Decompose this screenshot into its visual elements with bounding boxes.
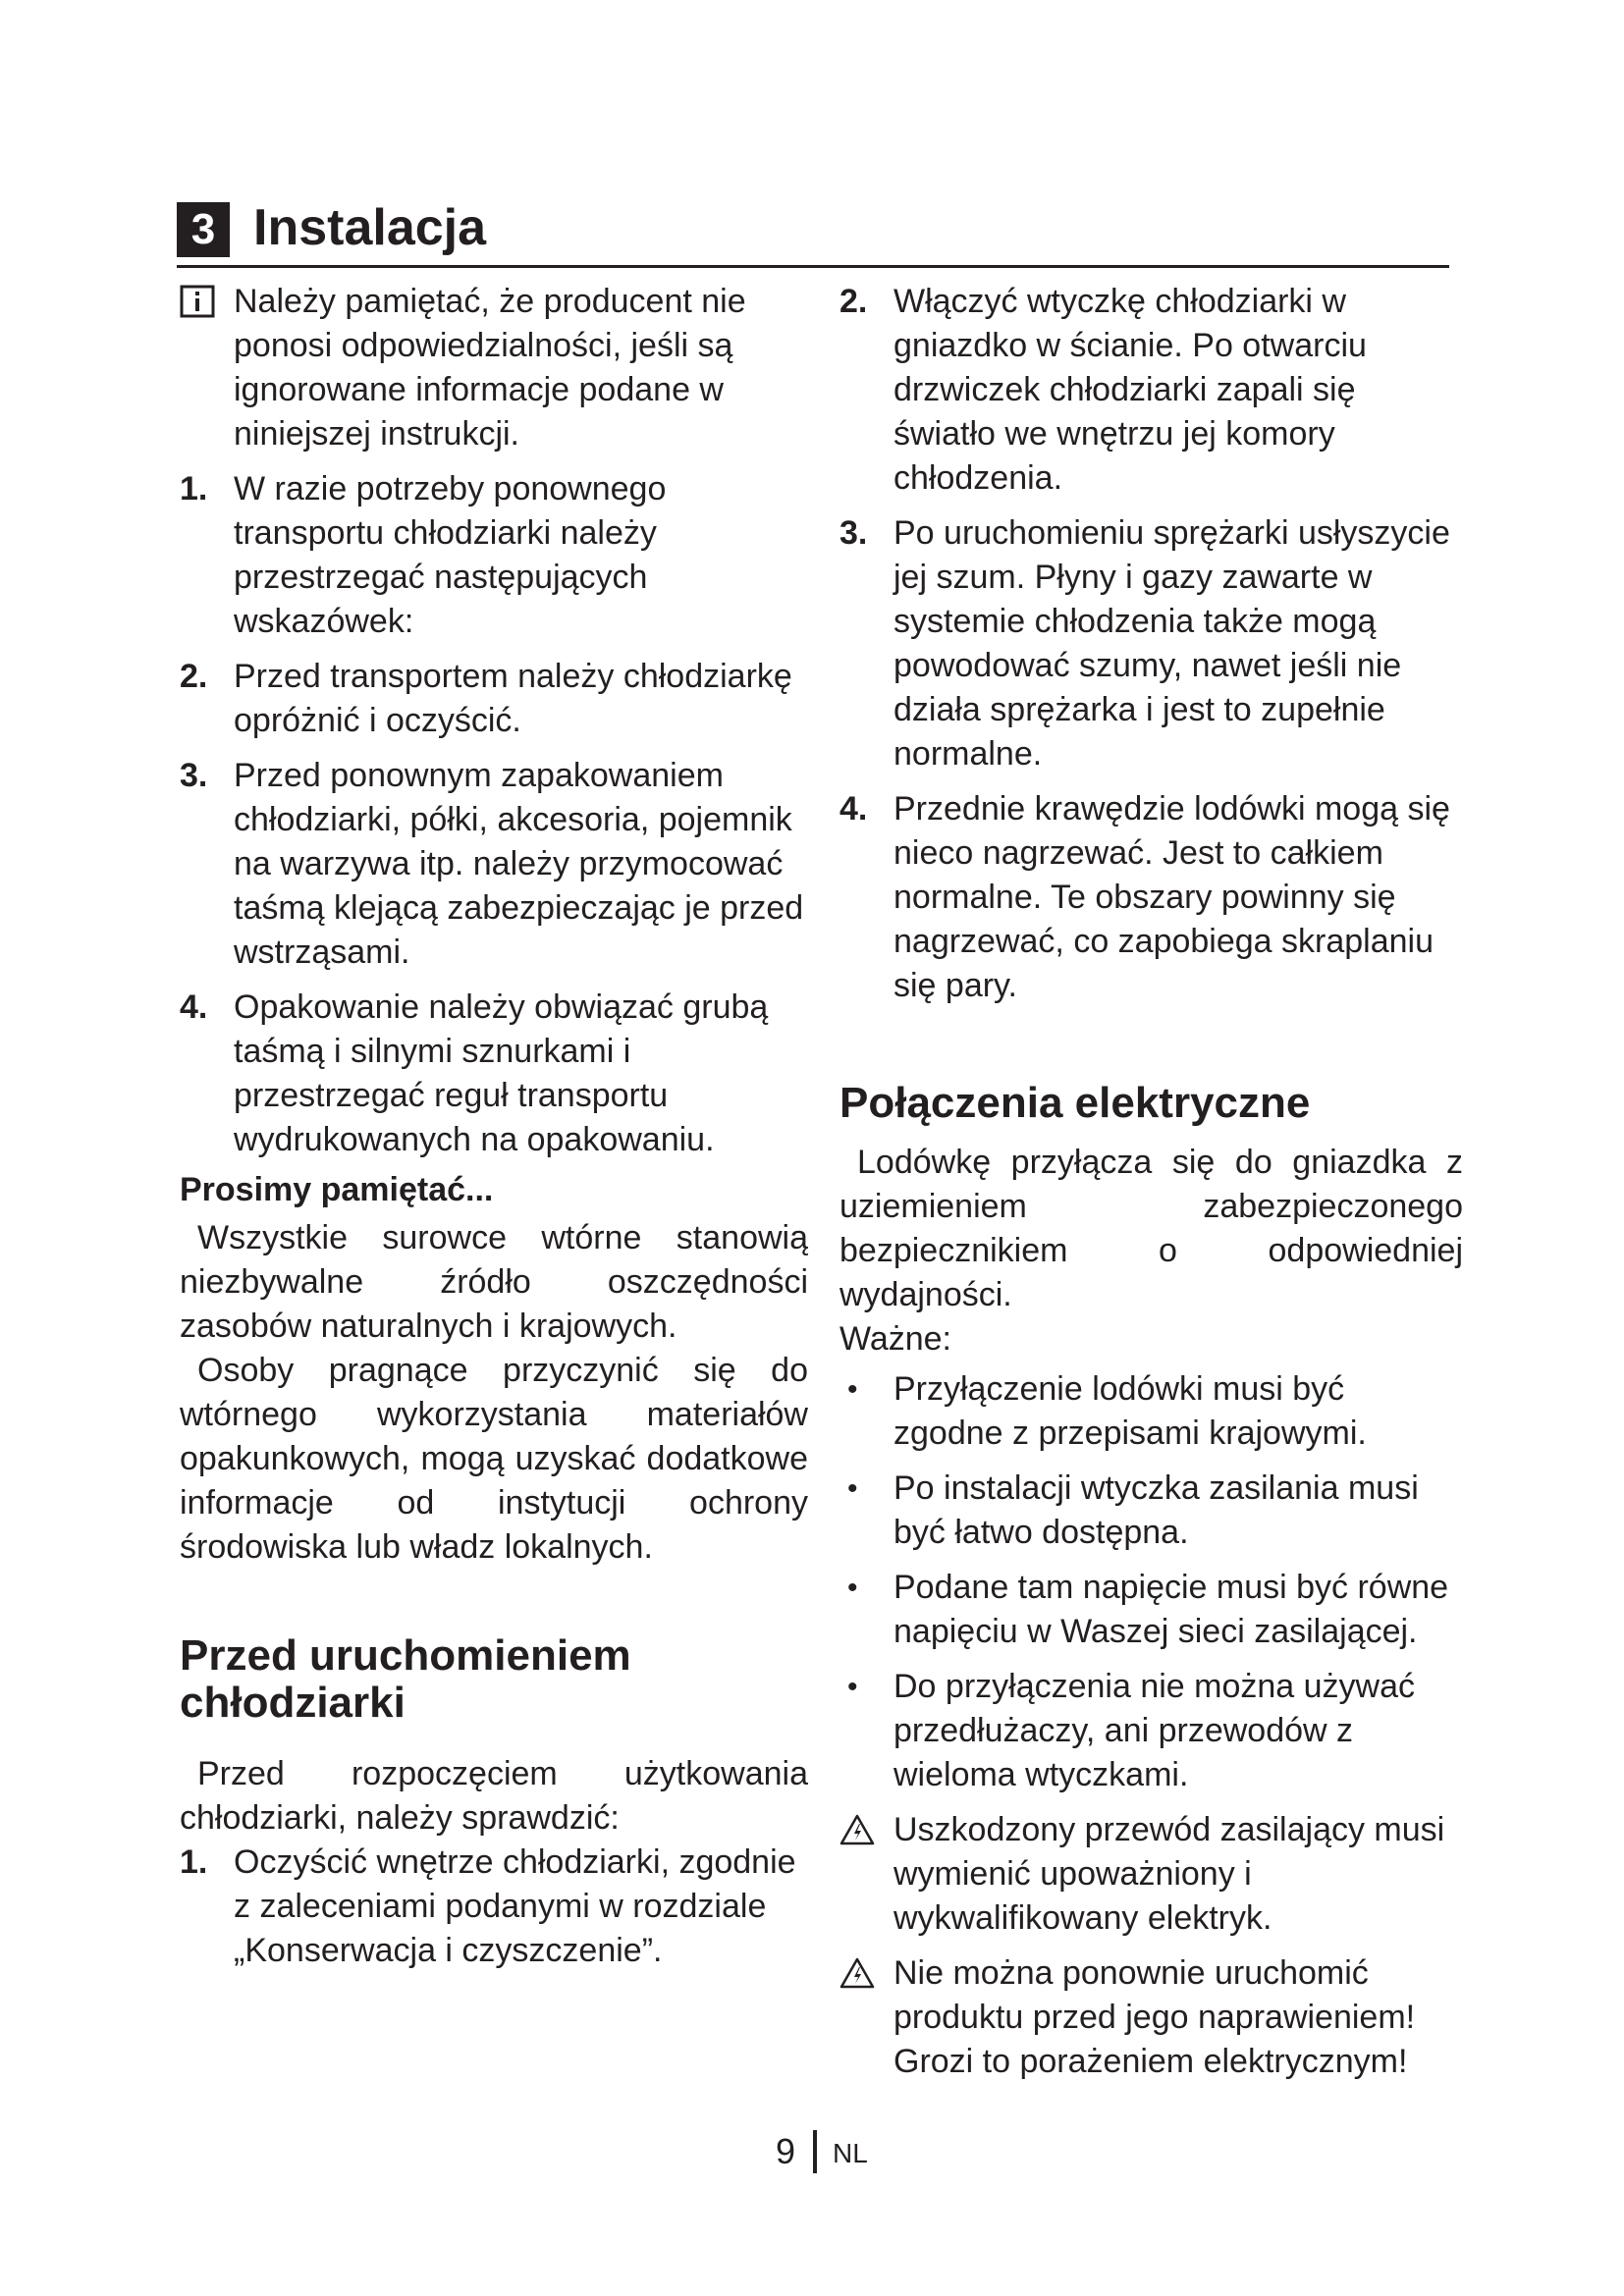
list-item [839, 511, 1463, 776]
warning-note [839, 1808, 1463, 1941]
list-item-number: 1. [180, 470, 208, 507]
warning-icon [839, 1813, 875, 1846]
page-number: 9 [776, 2131, 796, 2171]
chapter-number-badge: 3 [177, 202, 230, 257]
info-note-text: Należy pamiętać, że producent nie ponosi odpowiedzialności, jeśli są ignorowane informacje podane w niniejszej instrukcji. [234, 283, 746, 453]
info-icon [180, 285, 215, 318]
list-item [180, 655, 808, 743]
right-column [839, 280, 1463, 2095]
warning-text: Uszkodzony przewód zasilający musi wymienić upoważniony i wykwalifikowany elektryk. [893, 1811, 1445, 1937]
list-item [180, 467, 808, 644]
bullet-item [839, 1566, 1463, 1654]
electrical-connections-heading: Połączenia elektryczne [839, 1079, 1311, 1127]
list-item [180, 986, 808, 1162]
list-item-text: Przednie krawędzie lodówki mogą się nieco nagrzewać. Jest to całkiem normalne. Te obszary powinny się nagrzewać, co zapobiega skraplaniu się pary. [893, 790, 1450, 1004]
before-start-heading: Przed uruchomieniem chłodziarki [180, 1631, 631, 1727]
remember-paragraph-1: Wszystkie surowce wtórne stanowią niezbywalne źródło oszczędności zasobów naturalnych i krajowych. [180, 1219, 808, 1345]
bullet-item [839, 1467, 1463, 1555]
bullet-icon: • [847, 1572, 858, 1604]
footer-divider [813, 2130, 817, 2173]
list-item-text: Opakowanie należy obwiązać grubą taśmą i silnymi sznurkami i przestrzegać reguł transportu wydrukowanych na opakowaniu. [234, 988, 769, 1158]
bullet-icon: • [847, 1472, 858, 1505]
before-start-intro: Przed rozpoczęciem użytkowania chłodziarki, należy sprawdzić: [180, 1755, 808, 1837]
bullet-item [839, 1665, 1463, 1797]
header-rule [177, 265, 1449, 268]
list-item-text: Przed ponownym zapakowaniem chłodziarki, półki, akcesoria, pojemnik na warzywa itp. należy przymocować taśmą klejącą zabezpieczając je przed wstrząsami. [234, 757, 804, 971]
chapter-header [177, 196, 1449, 265]
list-item-number: 2. [839, 283, 868, 320]
language-code: NL [833, 2138, 868, 2168]
list-item-text: Przed transportem należy chłodziarkę opróżnić i oczyścić. [234, 658, 792, 739]
electrical-intro: Lodówkę przyłącza się do gniazdka z uziemieniem zabezpieczonego bezpiecznikiem o odpowiedniej wydajności. [839, 1144, 1463, 1313]
bullet-text: Przyłączenie lodówki musi być zgodne z przepisami krajowymi. [893, 1370, 1367, 1452]
left-column [180, 280, 808, 1984]
bullet-text: Podane tam napięcie musi być równe napięciu w Waszej sieci zasilającej. [893, 1569, 1449, 1650]
warning-note [839, 1951, 1463, 2084]
list-item-text: Włączyć wtyczkę chłodziarki w gniazdko w ścianie. Po otwarciu drzwiczek chłodziarki zapali się światło we wnętrzu jej komory chłodzenia. [893, 283, 1367, 497]
bullet-icon: • [847, 1373, 858, 1406]
important-label: Ważne: [839, 1320, 952, 1358]
page-footer [776, 2128, 913, 2175]
warning-icon [839, 1956, 875, 1990]
list-item-number: 3. [839, 514, 868, 552]
list-item-number: 3. [180, 757, 208, 794]
bullet-item [839, 1367, 1463, 1456]
chapter-title: Instalacja [253, 199, 487, 256]
list-item-text: W razie potrzeby ponownego transportu chłodziarki należy przestrzegać następujących wskazówek: [234, 470, 667, 640]
warning-text: Nie można ponownie uruchomić produktu przed jego naprawieniem! Grozi to porażeniem elektrycznym! [893, 1954, 1416, 2080]
bullet-text: Do przyłączenia nie można używać przedłużaczy, ani przewodów z wieloma wtyczkami. [893, 1668, 1416, 1793]
list-item [839, 280, 1463, 501]
list-item-text: Po uruchomieniu sprężarki usłyszycie jej szum. Płyny i gazy zawarte w systemie chłodzenia także mogą powodować szumy, nawet jeśli nie działa sprężarka i jest to zupełnie normalne. [893, 514, 1450, 773]
list-item [180, 1841, 808, 1973]
bullet-text: Po instalacji wtyczka zasilania musi być łatwo dostępna. [893, 1469, 1419, 1551]
list-item-number: 1. [180, 1843, 208, 1881]
list-item-number: 4. [839, 790, 868, 828]
bullet-icon: • [847, 1671, 858, 1703]
list-item-number: 2. [180, 658, 208, 695]
list-item [180, 754, 808, 975]
list-item [839, 787, 1463, 1008]
info-note [180, 280, 808, 456]
remember-paragraph-2: Osoby pragnące przyczynić się do wtórnego wykorzystania materiałów opakunkowych, mogą uzyskać dodatkowe informacje od instytucji ochrony środowiska lub władz lokalnych. [180, 1352, 808, 1566]
remember-heading: Prosimy pamiętać... [180, 1171, 494, 1208]
list-item-text: Oczyścić wnętrze chłodziarki, zgodnie z zaleceniami podanymi w rozdziale „Konserwacja i czyszczenie”. [234, 1843, 796, 1969]
list-item-number: 4. [180, 988, 208, 1026]
